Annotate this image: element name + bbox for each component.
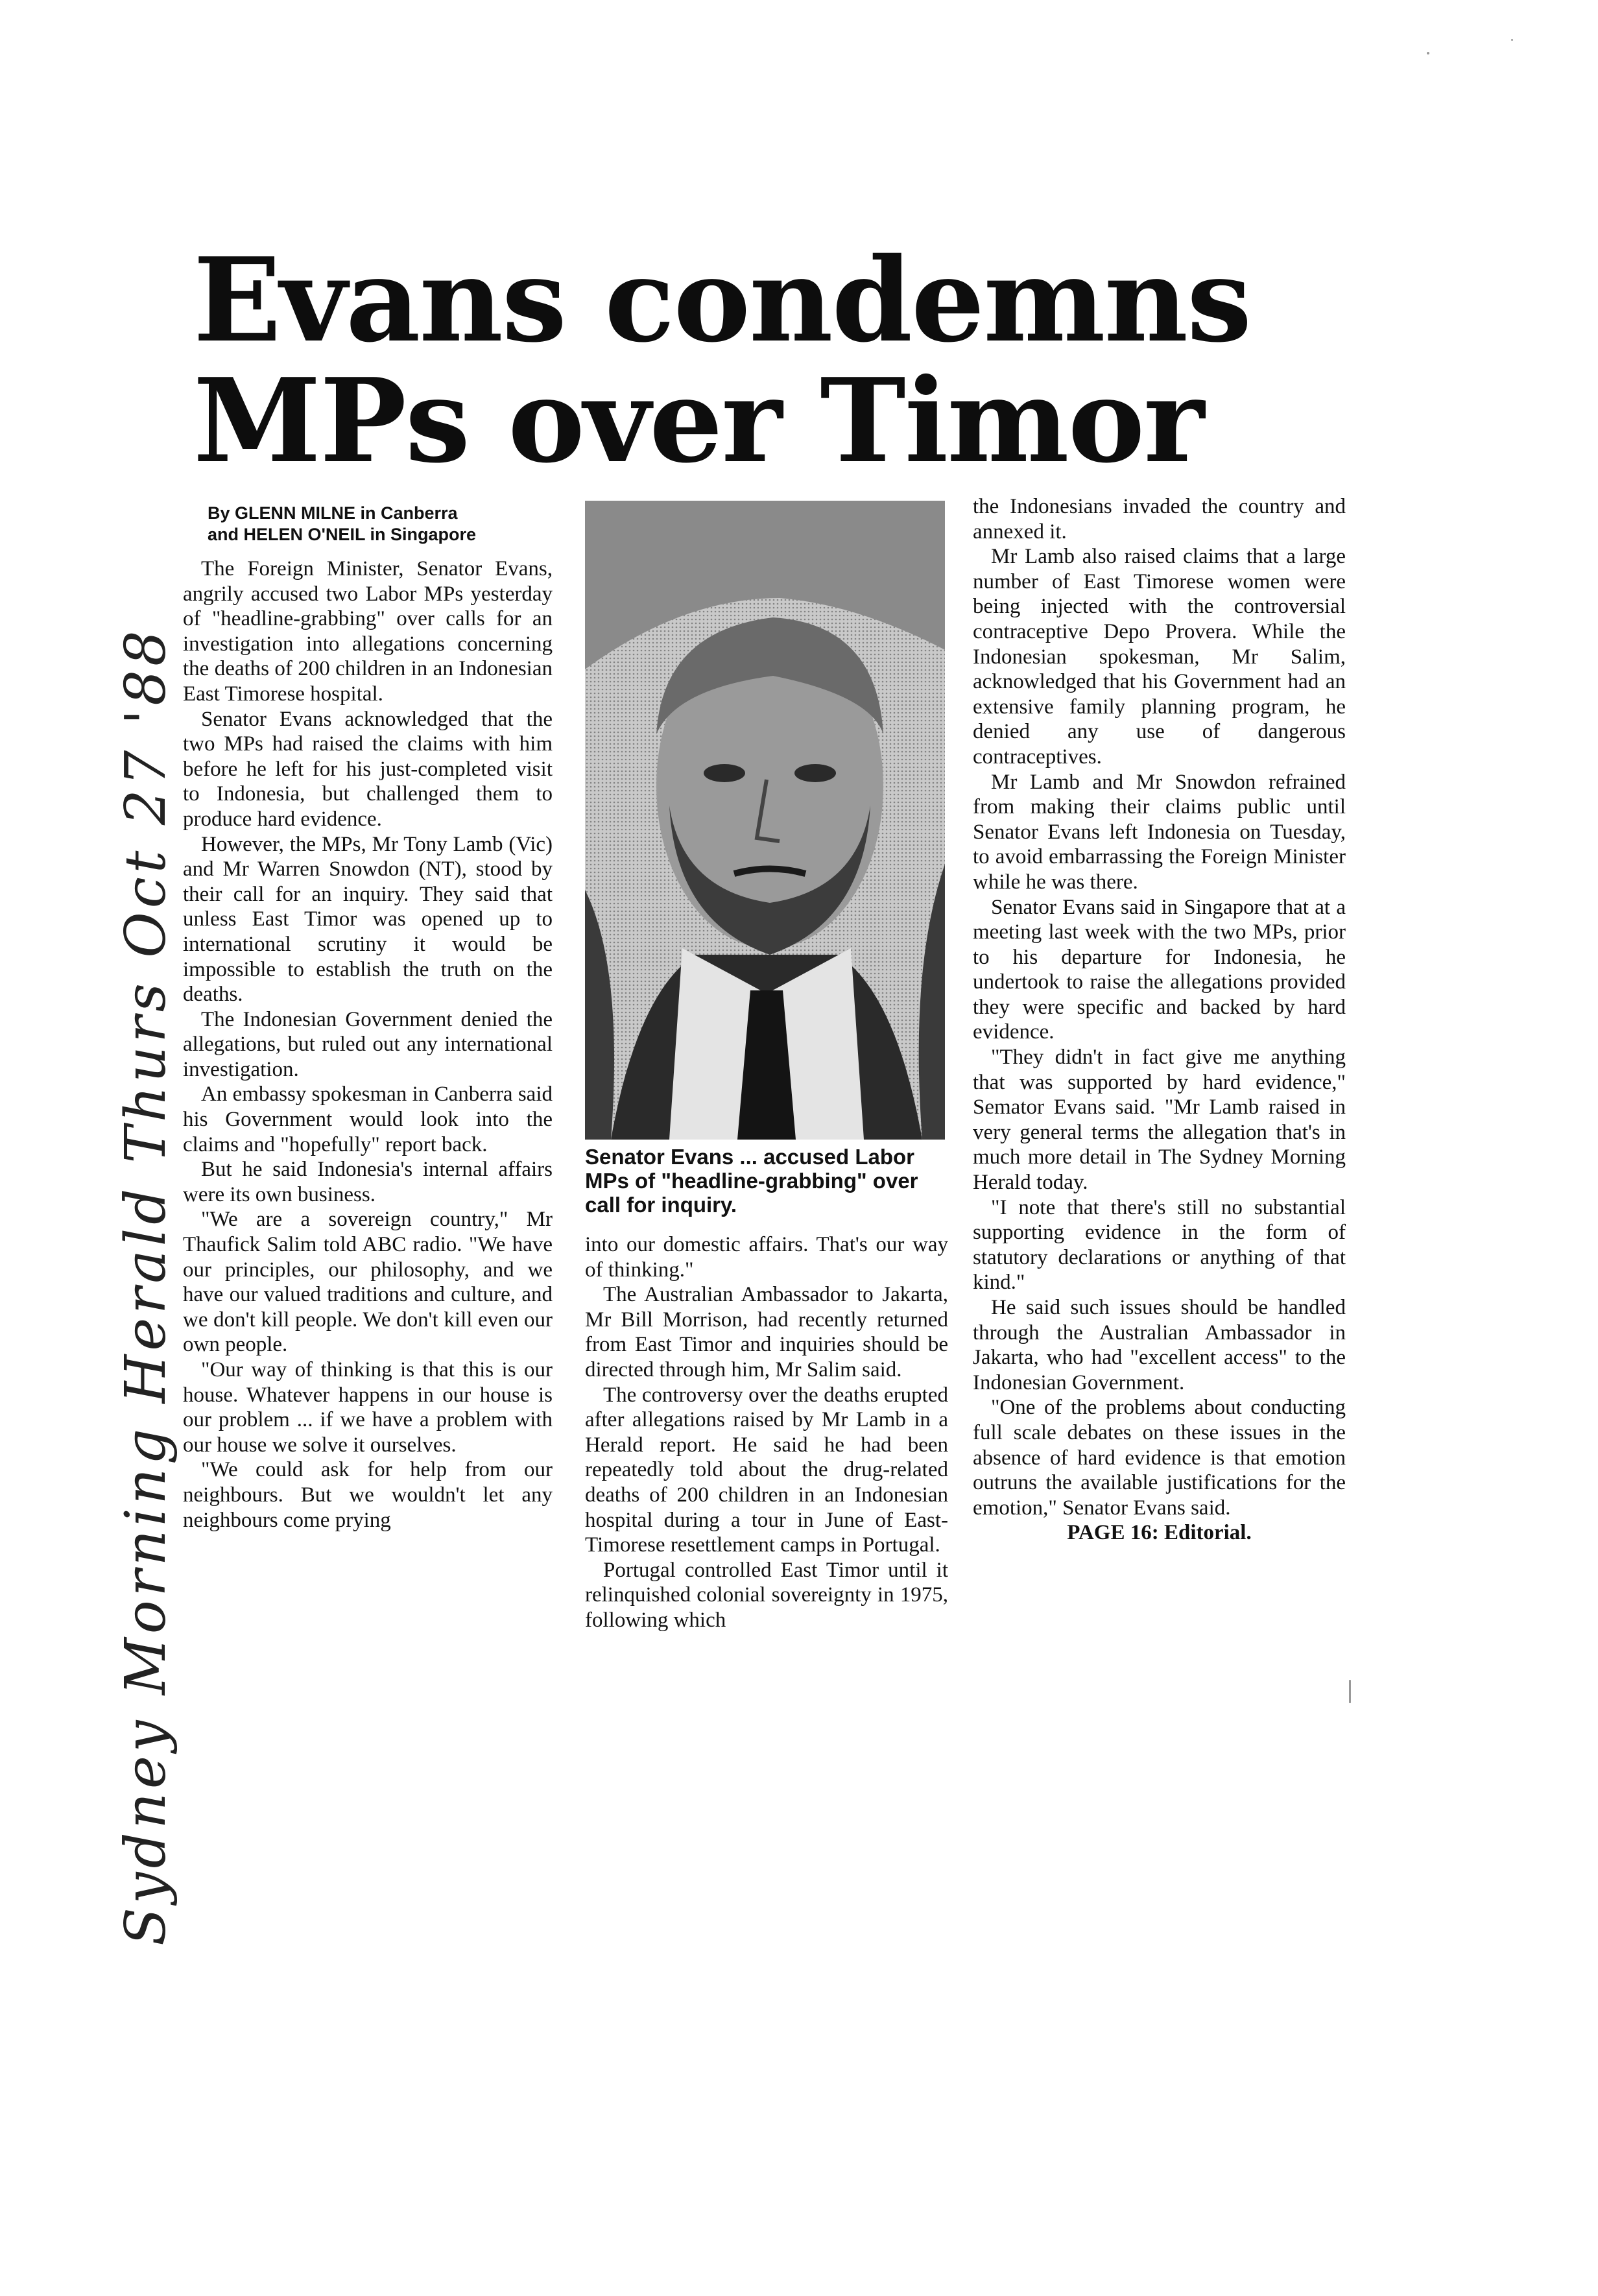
- paragraph: "We are a sovereign country," Mr Thaufick Salim told ABC radio. "We have our principles, our philosophy, and we have our valued traditions and culture, and we don't kill people. We don't kill even our own people.: [183, 1208, 553, 1357]
- paragraph: Mr Lamb and Mr Snowdon refrained from making their claims public until Senator Evans left Indonesia on Tuesday, to avoid embarrassing the Foreign Minister while he was there.: [973, 770, 1346, 894]
- article-column-2: [585, 1232, 948, 1633]
- senator-evans-photo: [585, 501, 945, 1140]
- scan-speck: [1349, 1680, 1351, 1703]
- headline: [193, 232, 1361, 488]
- photo-caption: Senator Evans ... accused Labor MPs of "headline-grabbing" over call for inquiry.: [585, 1145, 918, 1217]
- page-reference: PAGE 16: Editorial.: [1067, 1521, 1252, 1545]
- paragraph: Senator Evans acknowledged that the two MPs had raised the claims with him before he left for his just-completed visit to Indonesia, but challenged them to produce hard evidence.: [183, 707, 553, 831]
- paragraph: "We could ask for help from our neighbours. But we wouldn't let any neighbours come prying: [183, 1458, 553, 1532]
- scan-speck: [1427, 52, 1429, 54]
- paragraph: The Australian Ambassador to Jakarta, Mr Bill Morrison, had recently returned from East Timor and inquiries should be directed through him, Mr Salim said.: [585, 1283, 948, 1381]
- paragraph: Mr Lamb also raised claims that a large number of East Timorese women were being injected with the controversial contraceptive Depo Provera. While the Indonesian spokesman, Mr Salim, acknowledged that his Government had an extensive family planning program, he denied any use of dangerous contraceptives.: [973, 545, 1346, 769]
- paragraph: An embassy spokesman in Canberra said his Government would look into the claims and "hopefully" report back.: [183, 1082, 553, 1156]
- paragraph: He said such issues should be handled through the Australian Ambassador in Jakarta, who had "excellent access" to the Indonesian Government.: [973, 1296, 1346, 1394]
- paragraph: "One of the problems about conducting full scale debates on these issues in the absence of hard evidence is that emotion outruns the available justifications for the emotion," Senator Evans said.: [973, 1396, 1346, 1520]
- byline: [208, 503, 571, 545]
- paragraph: the Indonesians invaded the country and annexed it.: [973, 495, 1346, 544]
- paragraph: "I note that there's still no substantial supporting evidence in the form of statutory declarations or anything of that kind.": [973, 1195, 1346, 1295]
- paragraph: "Our way of thinking is that this is our house. Whatever happens in our house is our problem ... if we have a problem with our house we solve it ourselves.: [183, 1358, 553, 1457]
- handwritten-margin-note: Sydney Morning Herald Thurs Oct 27 '88: [113, 627, 178, 1946]
- paragraph: into our domestic affairs. That's our way of thinking.": [585, 1233, 948, 1282]
- paragraph: The controversy over the deaths erupted after allegations raised by Mr Lamb in a Herald report. He said he had been repeatedly told about the drug-related deaths of 200 children in an Indonesian hospital during a tour in June of East-Timorese resettlement camps in Portugal.: [585, 1383, 948, 1557]
- paragraph: However, the MPs, Mr Tony Lamb (Vic) and Mr Warren Snowdon (NT), stood by their call for an inquiry. They said that unless East Timor was opened up to international scrutiny it would be impossible to establish the truth on the deaths.: [183, 832, 553, 1007]
- byline-author-2: and HELEN O'NEIL in Singapore: [208, 525, 476, 544]
- byline-author-1: By GLENN MILNE in Canberra: [208, 503, 458, 523]
- paragraph: Portugal controlled East Timor until it relinquished colonial sovereignty in 1975, following which: [585, 1558, 948, 1632]
- paragraph: But he said Indonesia's internal affairs were its own business.: [183, 1158, 553, 1206]
- headline-line-1: Evans condemns: [193, 232, 1251, 368]
- paragraph: The Indonesian Government denied the allegations, but ruled out any international investigation.: [183, 1007, 553, 1081]
- article-column-3: [973, 494, 1346, 1546]
- portrait-illustration: [585, 501, 945, 1140]
- paragraph: The Foreign Minister, Senator Evans, angrily accused two Labor MPs yesterday of "headline-grabbing" over calls for an investigation into allegations concerning the deaths of 200 children in an Indonesian East Timorese hospital.: [183, 557, 553, 706]
- article-column-1: [183, 556, 553, 1533]
- paragraph: Senator Evans said in Singapore that at a meeting last week with the two MPs, prior to his departure for Indonesia, he undertook to raise the allegations provided they were specific and backed by hard evidence.: [973, 895, 1346, 1044]
- headline-line-2: MPs over Timor: [193, 353, 1204, 488]
- paragraph: "They didn't in fact give me anything that was supported by hard evidence," Semator Evans said. "Mr Lamb raised in very general terms the allegation that's in much more detail in The Sydney Morning Herald today.: [973, 1046, 1346, 1195]
- scan-speck: [1511, 39, 1513, 41]
